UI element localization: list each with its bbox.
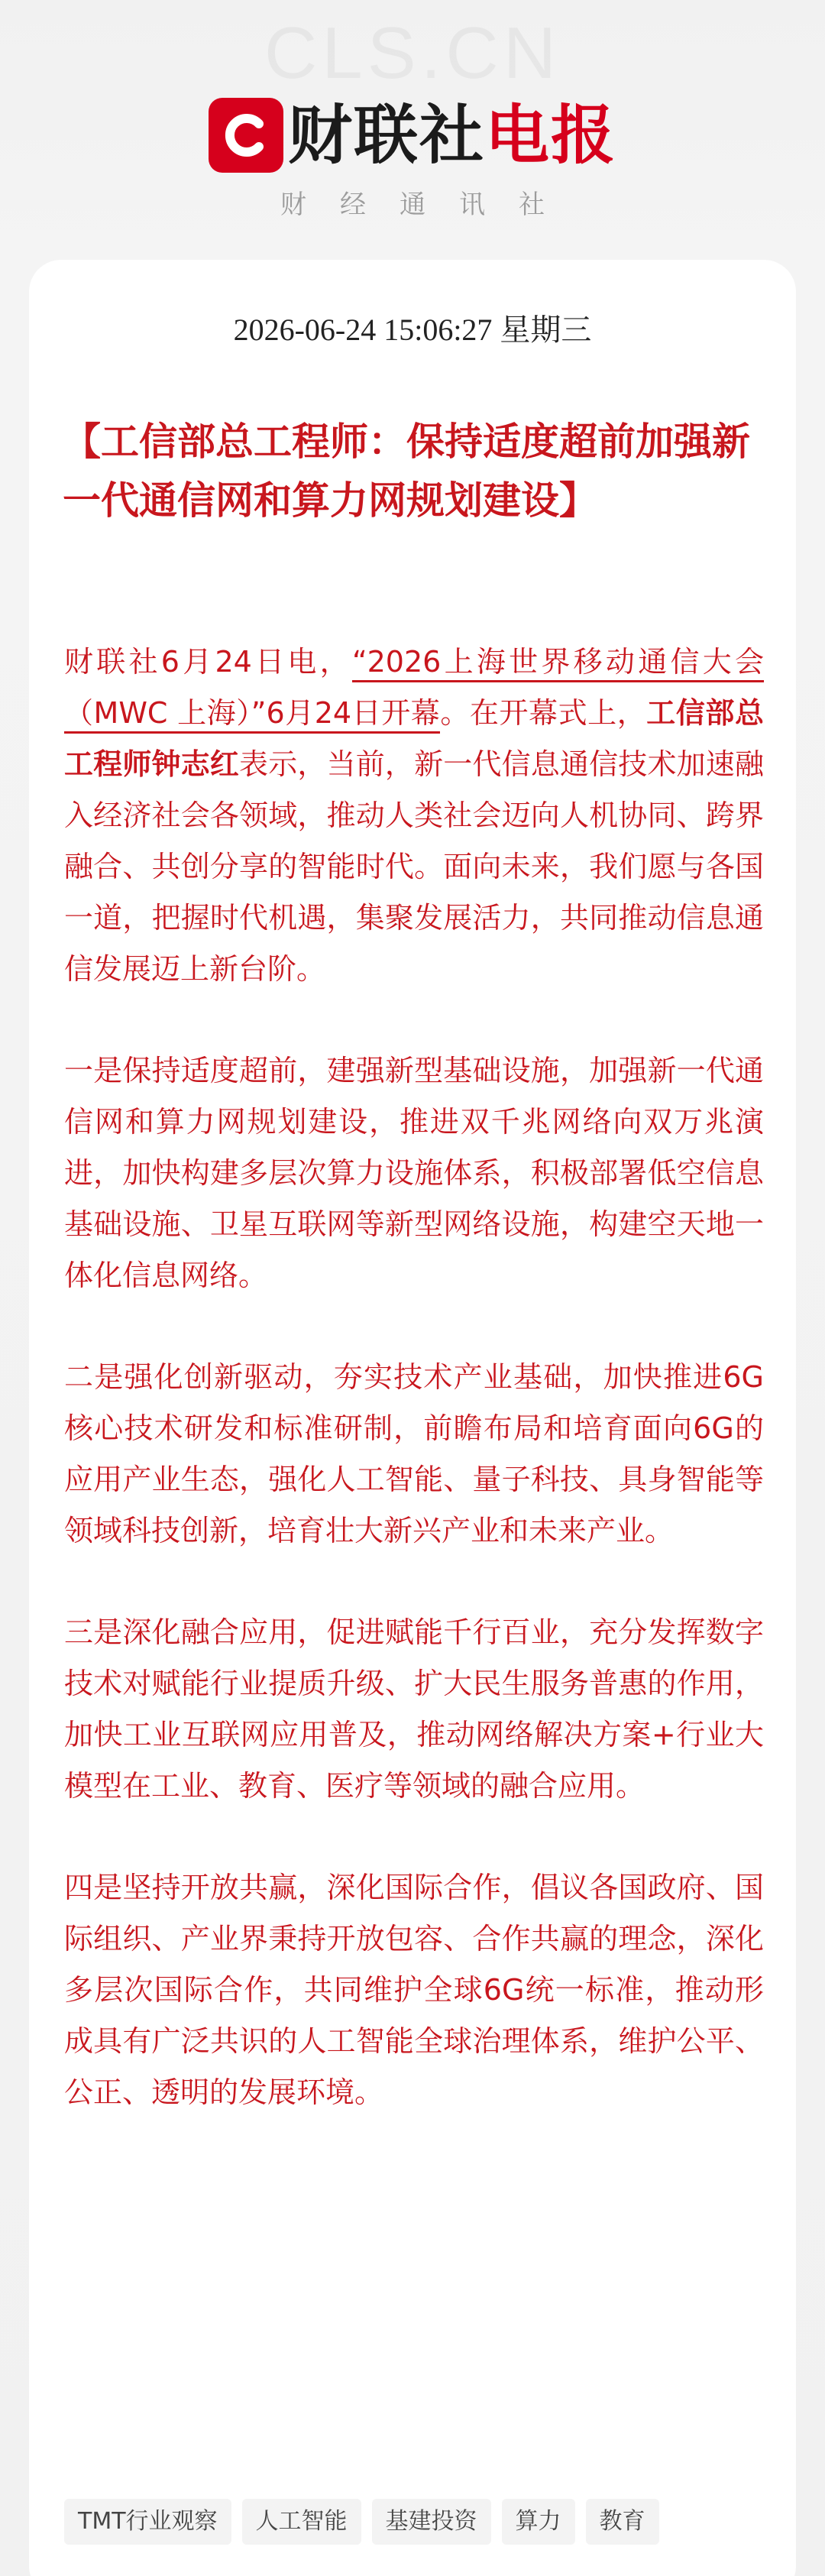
tag-ai[interactable]: 人工智能: [242, 2499, 361, 2545]
lead-underlined-text: “2026上海世界移动通信大会（MWC 上海）”6月24日开幕: [64, 645, 764, 734]
paragraph-4: 四是坚持开放共赢，深化国际合作，倡议各国政府、国际组织、产业界秉持开放包容、合作共赢的理念，深化多层次国际合作，共同维护全球6G统一标准，推动形成具有广泛共识的人工智能全球治理体系，维护公平、公正、透明的发展环境。: [64, 1871, 764, 2109]
tag-infrastructure[interactable]: 基建投资: [372, 2499, 491, 2545]
cls-logo-icon: [209, 98, 283, 173]
paragraph-2: 二是强化创新驱动，夯实技术产业基础，加快推进6G核心技术研发和标准研制，前瞻布局和培育面向6G的应用产业生态，强化人工智能、量子科技、具身智能等领域科技创新，培育壮大新兴产业和未来产业。: [64, 1360, 764, 1547]
lead-text-2: 。在开幕式上，: [440, 696, 647, 730]
tag-list: [64, 2499, 659, 2545]
article-card: [29, 260, 796, 2576]
tag-tmt[interactable]: TMT行业观察: [64, 2499, 231, 2545]
brand-accent: 电报: [485, 98, 617, 173]
lead-paragraph: [64, 637, 764, 995]
lead-text-3: 表示，当前，新一代信息通信技术加速融入经济社会各领域，推动人类社会迈向人机协同、跨界融合、共创分享的智能时代。面向未来，我们愿与各国一道，把握时代机遇，集聚发展活力，共同推动信息通信发展迈上新台阶。: [64, 747, 764, 986]
paragraph-3: 三是深化融合应用，促进赋能千行百业，充分发挥数字技术对赋能行业提质升级、扩大民生服务普惠的作用，加快工业互联网应用普及，推动网络解决方案+行业大模型在工业、教育、医疗等领域的融合应用。: [64, 1615, 764, 1803]
tag-computing-power[interactable]: 算力: [502, 2499, 575, 2545]
lead-text-1: 财联社6月24日电，: [64, 645, 352, 679]
tag-education[interactable]: 教育: [586, 2499, 659, 2545]
lead-bold-text: 工信部总工程师钟志红: [64, 696, 764, 781]
brand-tagline: 财经通讯社: [280, 190, 578, 220]
article-body: [64, 637, 764, 2169]
watermark: [0, 17, 825, 90]
article-title: 【工信部总工程师：保持适度超前加强新一代通信网和算力网规划建设】: [63, 420, 750, 523]
article-datetime: 2026-06-24 15:06:27 星期三: [233, 313, 592, 347]
brand-name: 财联社: [287, 98, 485, 173]
brand-logo: [0, 98, 825, 173]
paragraph-1: 一是保持适度超前，建强新型基础设施，加强新一代通信网和算力网规划建设，推进双千兆网络向双万兆演进，加快构建多层次算力设施体系，积极部署低空信息基础设施、卫星互联网等新型网络设施，构建空天地一体化信息网络。: [64, 1054, 764, 1292]
